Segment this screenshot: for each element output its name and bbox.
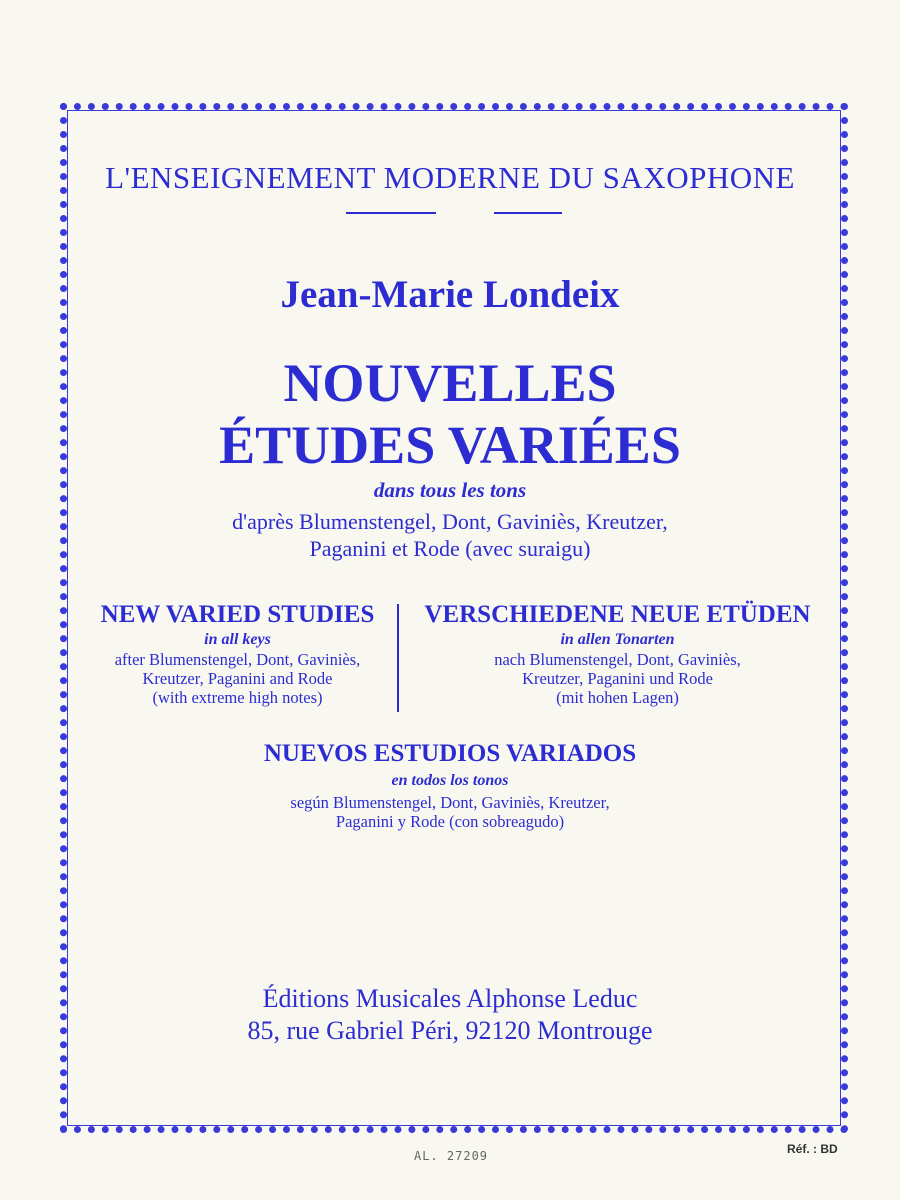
english-body: after Blumenstengel, Dont, Gaviniès, Kreutzer, Paganini and Rode (with extreme high notes) xyxy=(114,650,361,707)
spanish-heading: NUEVOS ESTUDIOS VARIADOS xyxy=(263,740,637,767)
column-divider xyxy=(397,604,399,712)
divider-rule-right xyxy=(494,212,562,214)
german-block xyxy=(405,600,830,707)
english-heading: NEW VARIED STUDIES xyxy=(100,601,375,628)
english-subtitle: in all keys xyxy=(204,631,271,648)
german-body: nach Blumenstengel, Dont, Gaviniès, Kreutzer, Paganini und Rode (mit hohen Lagen) xyxy=(494,650,741,707)
title-composers: d'après Blumenstengel, Dont, Gaviniès, Kreutzer, Paganini et Rode (avec suraigu) xyxy=(232,509,668,561)
series-title: L'ENSEIGNEMENT MODERNE DU SAXOPHONE xyxy=(105,160,795,195)
title-subtitle: dans tous les tons xyxy=(373,478,527,502)
german-subtitle: in allen Tonarten xyxy=(560,631,675,648)
title-line-2: ÉTUDES VARIÉES xyxy=(219,415,681,475)
reference-code: Réf. : BD xyxy=(787,1142,838,1156)
title-line-1: NOUVELLES xyxy=(283,353,617,413)
english-block xyxy=(75,600,400,707)
plate-number: AL. 27209 xyxy=(414,1149,489,1163)
author-name: Jean-Marie Londeix xyxy=(280,273,620,316)
spanish-subtitle: en todos los tonos xyxy=(391,772,509,789)
spanish-body: según Blumenstengel, Dont, Gaviniès, Kreutzer, Paganini y Rode (con sobreagudo) xyxy=(290,793,610,831)
publisher-info: Éditions Musicales Alphonse Leduc 85, rue Gabriel Péri, 92120 Montrouge xyxy=(247,984,653,1045)
divider-rule-left xyxy=(346,212,436,214)
german-heading: VERSCHIEDENE NEUE ETÜDEN xyxy=(424,601,811,628)
